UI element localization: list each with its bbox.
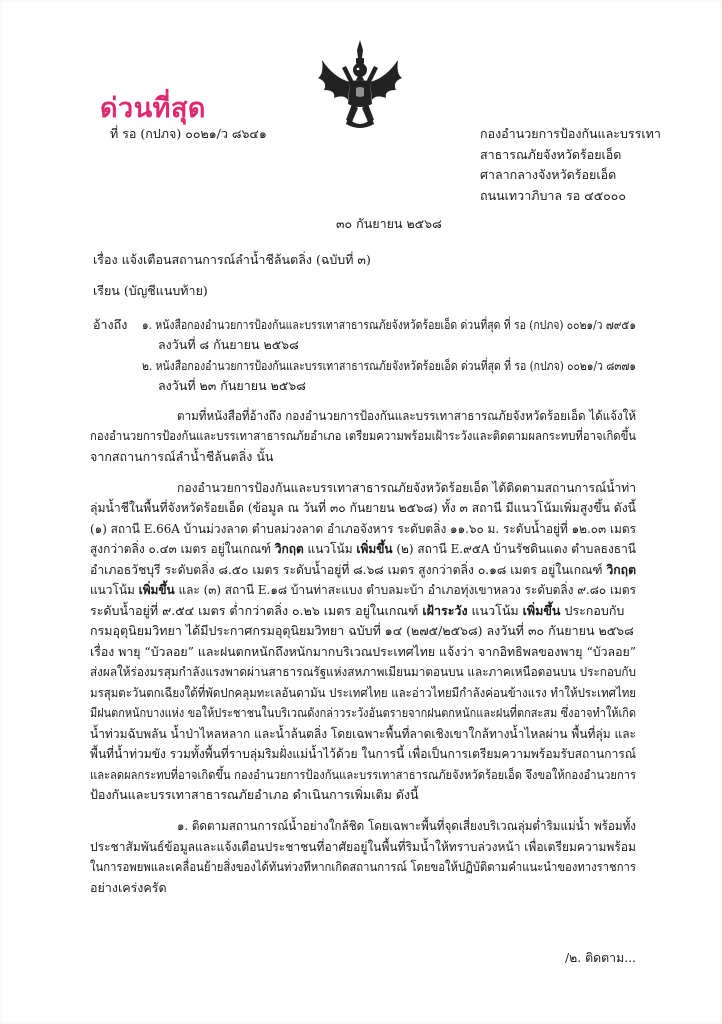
sender-line: ถนนเทวาภิบาล รอ ๔๕๐๐๐: [480, 187, 627, 203]
text-run: แนวโน้ม: [303, 541, 357, 556]
reference-number: ที่ รอ (กปภจ) ๐๐๒๑/ว ๘๖๔๑: [110, 126, 267, 141]
paragraph-line: เรื่อง พายุ “บัวลอย” และฝนตกหนักถึงหนักมากบริเวณประเทศไทย แจ้งว่า จากอิทธิพลของพายุ “บัวลอย”: [90, 644, 637, 659]
critical-status: วิกฤต: [606, 562, 636, 577]
subject-line: เรื่อง แจ้งเตือนสถานการณ์ลำน้ำชีล้นตลิ่ง (ฉบับที่ ๓): [93, 252, 371, 267]
paragraph-line: [90, 539, 636, 559]
text-run: และ (๓) สถานี E.๑๘ บ้านท่าสะแบง ตำบลมะบ้า อำเภอทุ่งเขาหลวง ระดับตลิ่ง ๙.๘๐ เมตร: [174, 582, 637, 597]
paragraph-line: กองอำนวยการป้องกันและบรรเทาสาธารณภัยอำเภอ เตรียมความพร้อมเฝ้าระวังและติดตามผลกระทบที่อาจเกิดขึ้น: [90, 428, 637, 443]
trend-status: เพิ่มขึ้น: [356, 541, 393, 556]
paragraph-line: ลุ่มน้ำชีในพื้นที่จังหวัดร้อยเอ็ด (ข้อมูล ณ วันที่ ๓๐ กันยายน ๒๕๖๘) ทั้ง ๓ สถานี มีแนวโน้มเพิ่มสูงขึ้น ดังนี้: [90, 500, 636, 515]
trend-status: เพิ่มขึ้น: [522, 603, 561, 618]
text-run: อำเภอธวัชบุรี ระดับตลิ่ง ๘.๕๐ เมตร ระดับน้ำอยู่ที่ ๘.๖๘ เมตร สูงกว่าตลิ่ง ๐.๑๘ เมตร อยู่ในเกณฑ์: [90, 562, 607, 577]
list-item-line: ประชาสัมพันธ์ข้อมูลและแจ้งเตือนประชาชนที่อาศัยอยู่ในพื้นที่ริมน้ำให้ทราบล่วงหน้า เพื่อเตรียมความพร้อม: [90, 839, 636, 854]
reference-item-date: ลงวันที่ ๒๓ กันยายน ๒๕๖๘: [158, 378, 306, 393]
text-run: ระดับน้ำอยู่ที่ ๙.๕๔ เมตร ต่ำกว่าตลิ่ง ๐.๒๖ เมตร อยู่ในเกณฑ์: [90, 603, 423, 618]
sender-line: สาธารณภัยจังหวัดร้อยเอ็ด: [480, 146, 622, 162]
text-run: แนวโน้ม: [467, 603, 523, 618]
urgency-stamp: ด่วนที่สุด: [100, 93, 206, 124]
paragraph-line: มรสุมตะวันตกเฉียงใต้ที่พัดปกคลุมทะเลอันดามัน ประเทศไทย และอ่าวไทยมีกำลังค่อนข้างแรง ทำให้ประเทศไทย: [90, 685, 637, 700]
list-item-line: ในการอพยพและเคลื่อนย้ายสิ่งของได้ทันท่วงทีหากเกิดสถานการณ์ โดยขอให้ปฏิบัติตามคำแนะนำของทางราชการ: [90, 859, 636, 874]
reference-item-date: ลงวันที่ ๘ กันยายน ๒๕๖๘: [158, 337, 299, 352]
paragraph-line: [90, 601, 624, 621]
text-run: ประกอบกับ: [560, 603, 625, 618]
paragraph-line: กองอำนวยการป้องกันและบรรเทาสาธารณภัยจังหวัดร้อยเอ็ด ได้ติดตามสถานการณ์น้ำท่า: [177, 480, 637, 495]
sender-line: กองอำนวยการป้องกันและบรรเทา: [480, 126, 661, 141]
paragraph-line: ตามที่หนังสือที่อ้างถึง กองอำนวยการป้องกันและบรรเทาสาธารณภัยจังหวัดร้อยเอ็ด ได้แจ้งให้: [177, 408, 637, 423]
paragraph-line: [90, 560, 636, 580]
paragraph-line: และลดผลกระทบที่อาจเกิดขึ้น กองอำนวยการป้องกันและบรรเทาสาธารณภัยจังหวัดร้อยเอ็ด จึงขอให้กองอำนวยการ: [90, 767, 636, 782]
paragraph-line: น้ำท่วมฉับพลัน น้ำป่าไหลหลาก และน้ำล้นตลิ่ง โดยเฉพาะพื้นที่ลาดเชิงเขาใกล้ทางน้ำไหลผ่าน พื้นที่ลุ่ม และ: [90, 726, 636, 741]
critical-status: วิกฤต: [274, 541, 304, 556]
paragraph-line: กรมอุตุนิยมวิทยา ได้มีประกาศกรมอุตุนิยมวิทยา ฉบับที่ ๑๔ (๒๗๕/๒๕๖๘) ลงวันที่ ๓๐ กันยายน ๒๕๖๘: [90, 623, 634, 638]
text-run: แนวโน้ม: [90, 582, 139, 597]
reference-item: ๑. หนังสือกองอำนวยการป้องกันและบรรเทาสาธารณภัยจังหวัดร้อยเอ็ด ด่วนที่สุด ที่ รอ (กปภจ) ๐๐๒๑/ว ๗๙๕๑: [142, 317, 636, 332]
letter-date: ๓๐ กันยายน ๒๕๖๘: [336, 216, 442, 231]
references-label: อ้างถึง: [93, 317, 128, 332]
paragraph-line: พื้นที่น้ำท่วมขัง รวมทั้งพื้นที่ราบลุ่มริมฝั่งแม่น้ำไว้ด้วย ในการนี้ เพื่อเป็นการเตรียมความพร้อมรับสถานการณ์: [90, 746, 637, 761]
paragraph-line: [90, 580, 636, 600]
continued-marker: /๒. ติดตาม...: [565, 950, 637, 965]
trend-status: เพิ่มขึ้น: [138, 582, 175, 597]
sender-address: [480, 124, 661, 206]
salutation-line: เรียน (บัญชีแนบท้าย): [93, 283, 208, 298]
paragraph-line: จากสถานการณ์ลำน้ำชีล้นตลิ่ง นั้น: [90, 449, 274, 464]
sender-line: ศาลากลางจังหวัดร้อยเอ็ด: [480, 167, 617, 182]
watch-status: เฝ้าระวัง: [422, 603, 468, 618]
paragraph-line: (๑) สถานี E.66A บ้านม่วงลาด ตำบลม่วงลาด อำเภอจังหาร ระดับตลิ่ง ๑๑.๖๐ ม. ระดับน้ำอยู่ที่ ๑๒.๐๓ เมตร: [90, 521, 636, 536]
reference-item: ๒. หนังสือกองอำนวยการป้องกันและบรรเทาสาธารณภัยจังหวัดร้อยเอ็ด ด่วนที่สุด ที่ รอ (กปภจ) ๐๐๒๑/ว ๘๓๗๑: [142, 358, 636, 373]
garuda-emblem-icon: [312, 38, 408, 130]
paragraph-line: ป้องกันและบรรเทาสาธารณภัยอำเภอ ดำเนินการเพิ่มเติม ดังนี้: [90, 787, 419, 802]
paragraph-line: ส่งผลให้ร่องมรสุมกำลังแรงพาดผ่านสาธารณรัฐแห่งสหภาพเมียนมาตอนบน และภาคเหนือตอนบน ประกอบกับ: [90, 664, 637, 679]
list-item-line: ๑. ติดตามสถานการณ์น้ำอย่างใกล้ชิด โดยเฉพาะพื้นที่จุดเสี่ยงบริเวณลุ่มต่ำริมแม่น้ำ พร้อมทั้ง: [177, 818, 637, 833]
text-run: สูงกว่าตลิ่ง ๐.๔๓ เมตร อยู่ในเกณฑ์: [90, 541, 275, 556]
text-run: (๒) สถานี E.๙๕A บ้านรัชดินแดง ตำบลธงธานี: [392, 541, 636, 556]
list-item-line: อย่างเคร่งครัด: [90, 880, 167, 895]
paragraph-line: มีฝนตกหนักบางแห่ง ขอให้ประชาชนในบริเวณดังกล่าวระวังอันตรายจากฝนตกหนักและฝนที่ตกสะสม ซึ่งอาจทำให้เกิด: [90, 705, 636, 720]
